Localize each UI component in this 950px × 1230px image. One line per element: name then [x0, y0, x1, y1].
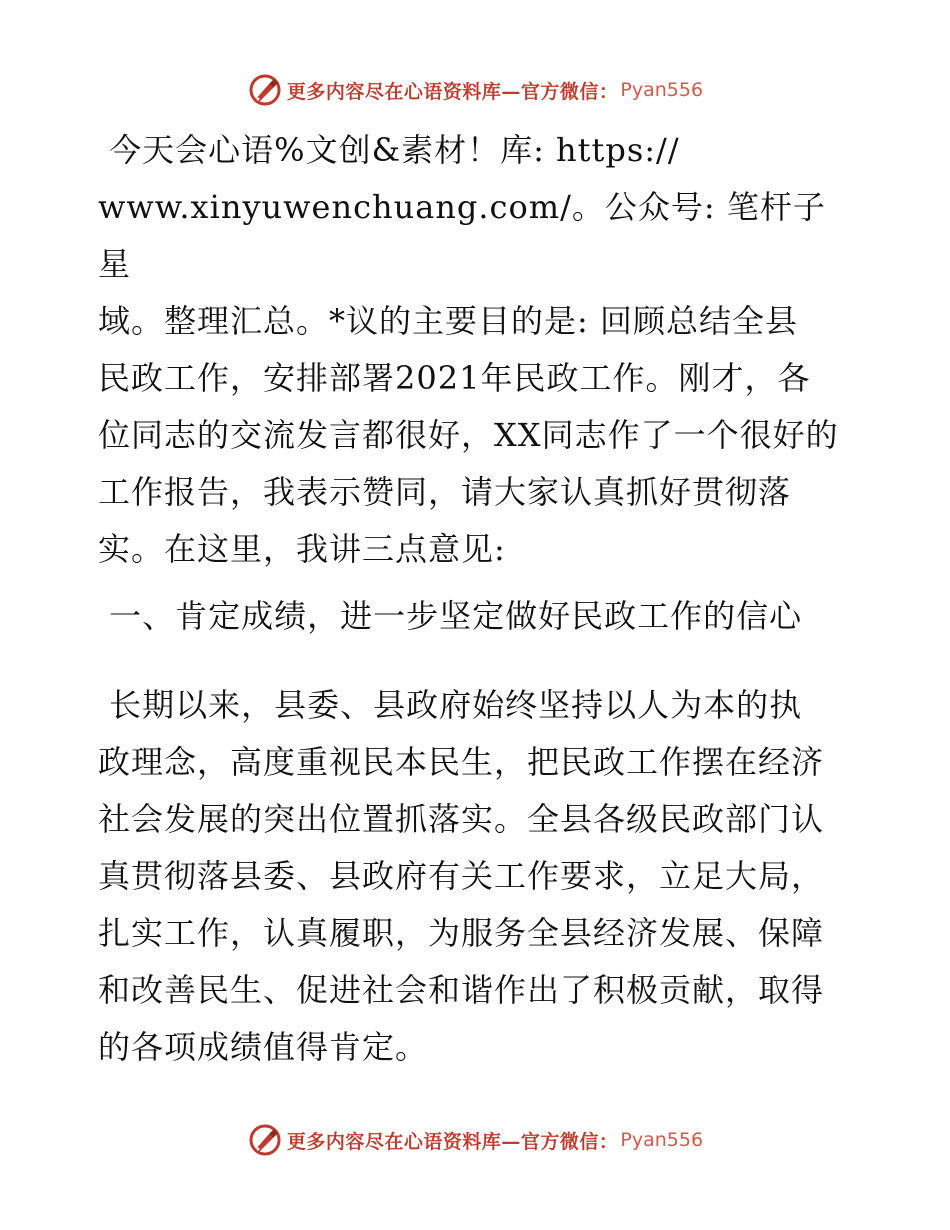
paragraph-achievements: 长期以来，县委、县政府始终坚持以人为本的执 政理念，高度重视民本民生，把民政工作摆在经济 社会发展的突出位置抓落实。全县各级民政部门认 真贯彻落县委、县政府有关工作要求，立足大局， 扎实工作，认真履职，为服务全县经济发展、保障 和改善民生、促进社会和谐作出了积极贡献，取得 的各项成绩值得肯定。: [98, 686, 825, 1066]
footer-banner-text: 更多内容尽在心语资料库—官方微信：: [286, 1130, 619, 1153]
footer-banner: [0, 1120, 950, 1160]
header-banner-contact: Pyan556: [620, 79, 704, 101]
document-body: [98, 122, 858, 1076]
pen-logo-icon: [247, 72, 283, 108]
header-banner-text: 更多内容尽在心语资料库—官方微信：: [286, 80, 619, 103]
paragraph-intro: 今天会心语%文创&素材！库: https:// www.xinyuwenchuang.com/。公众号: 笔杆子星 域。整理汇总。*议的主要目的是: 回顾总结全县 民政工作，安排部署2021年民政工作。刚才，各 位同志的交流发言都很好，XX同志作了一个很好的 工作报告，我表示赞同，请大家认真抓好贯彻落 实。在这里，我讲三点意见:: [98, 131, 839, 568]
header-banner: [0, 70, 950, 110]
section-heading-1: 一、肯定成绩，进一步坚定做好民政工作的信心: [98, 597, 803, 635]
footer-banner-contact: Pyan556: [620, 1129, 704, 1151]
pen-logo-icon: [247, 1122, 283, 1158]
